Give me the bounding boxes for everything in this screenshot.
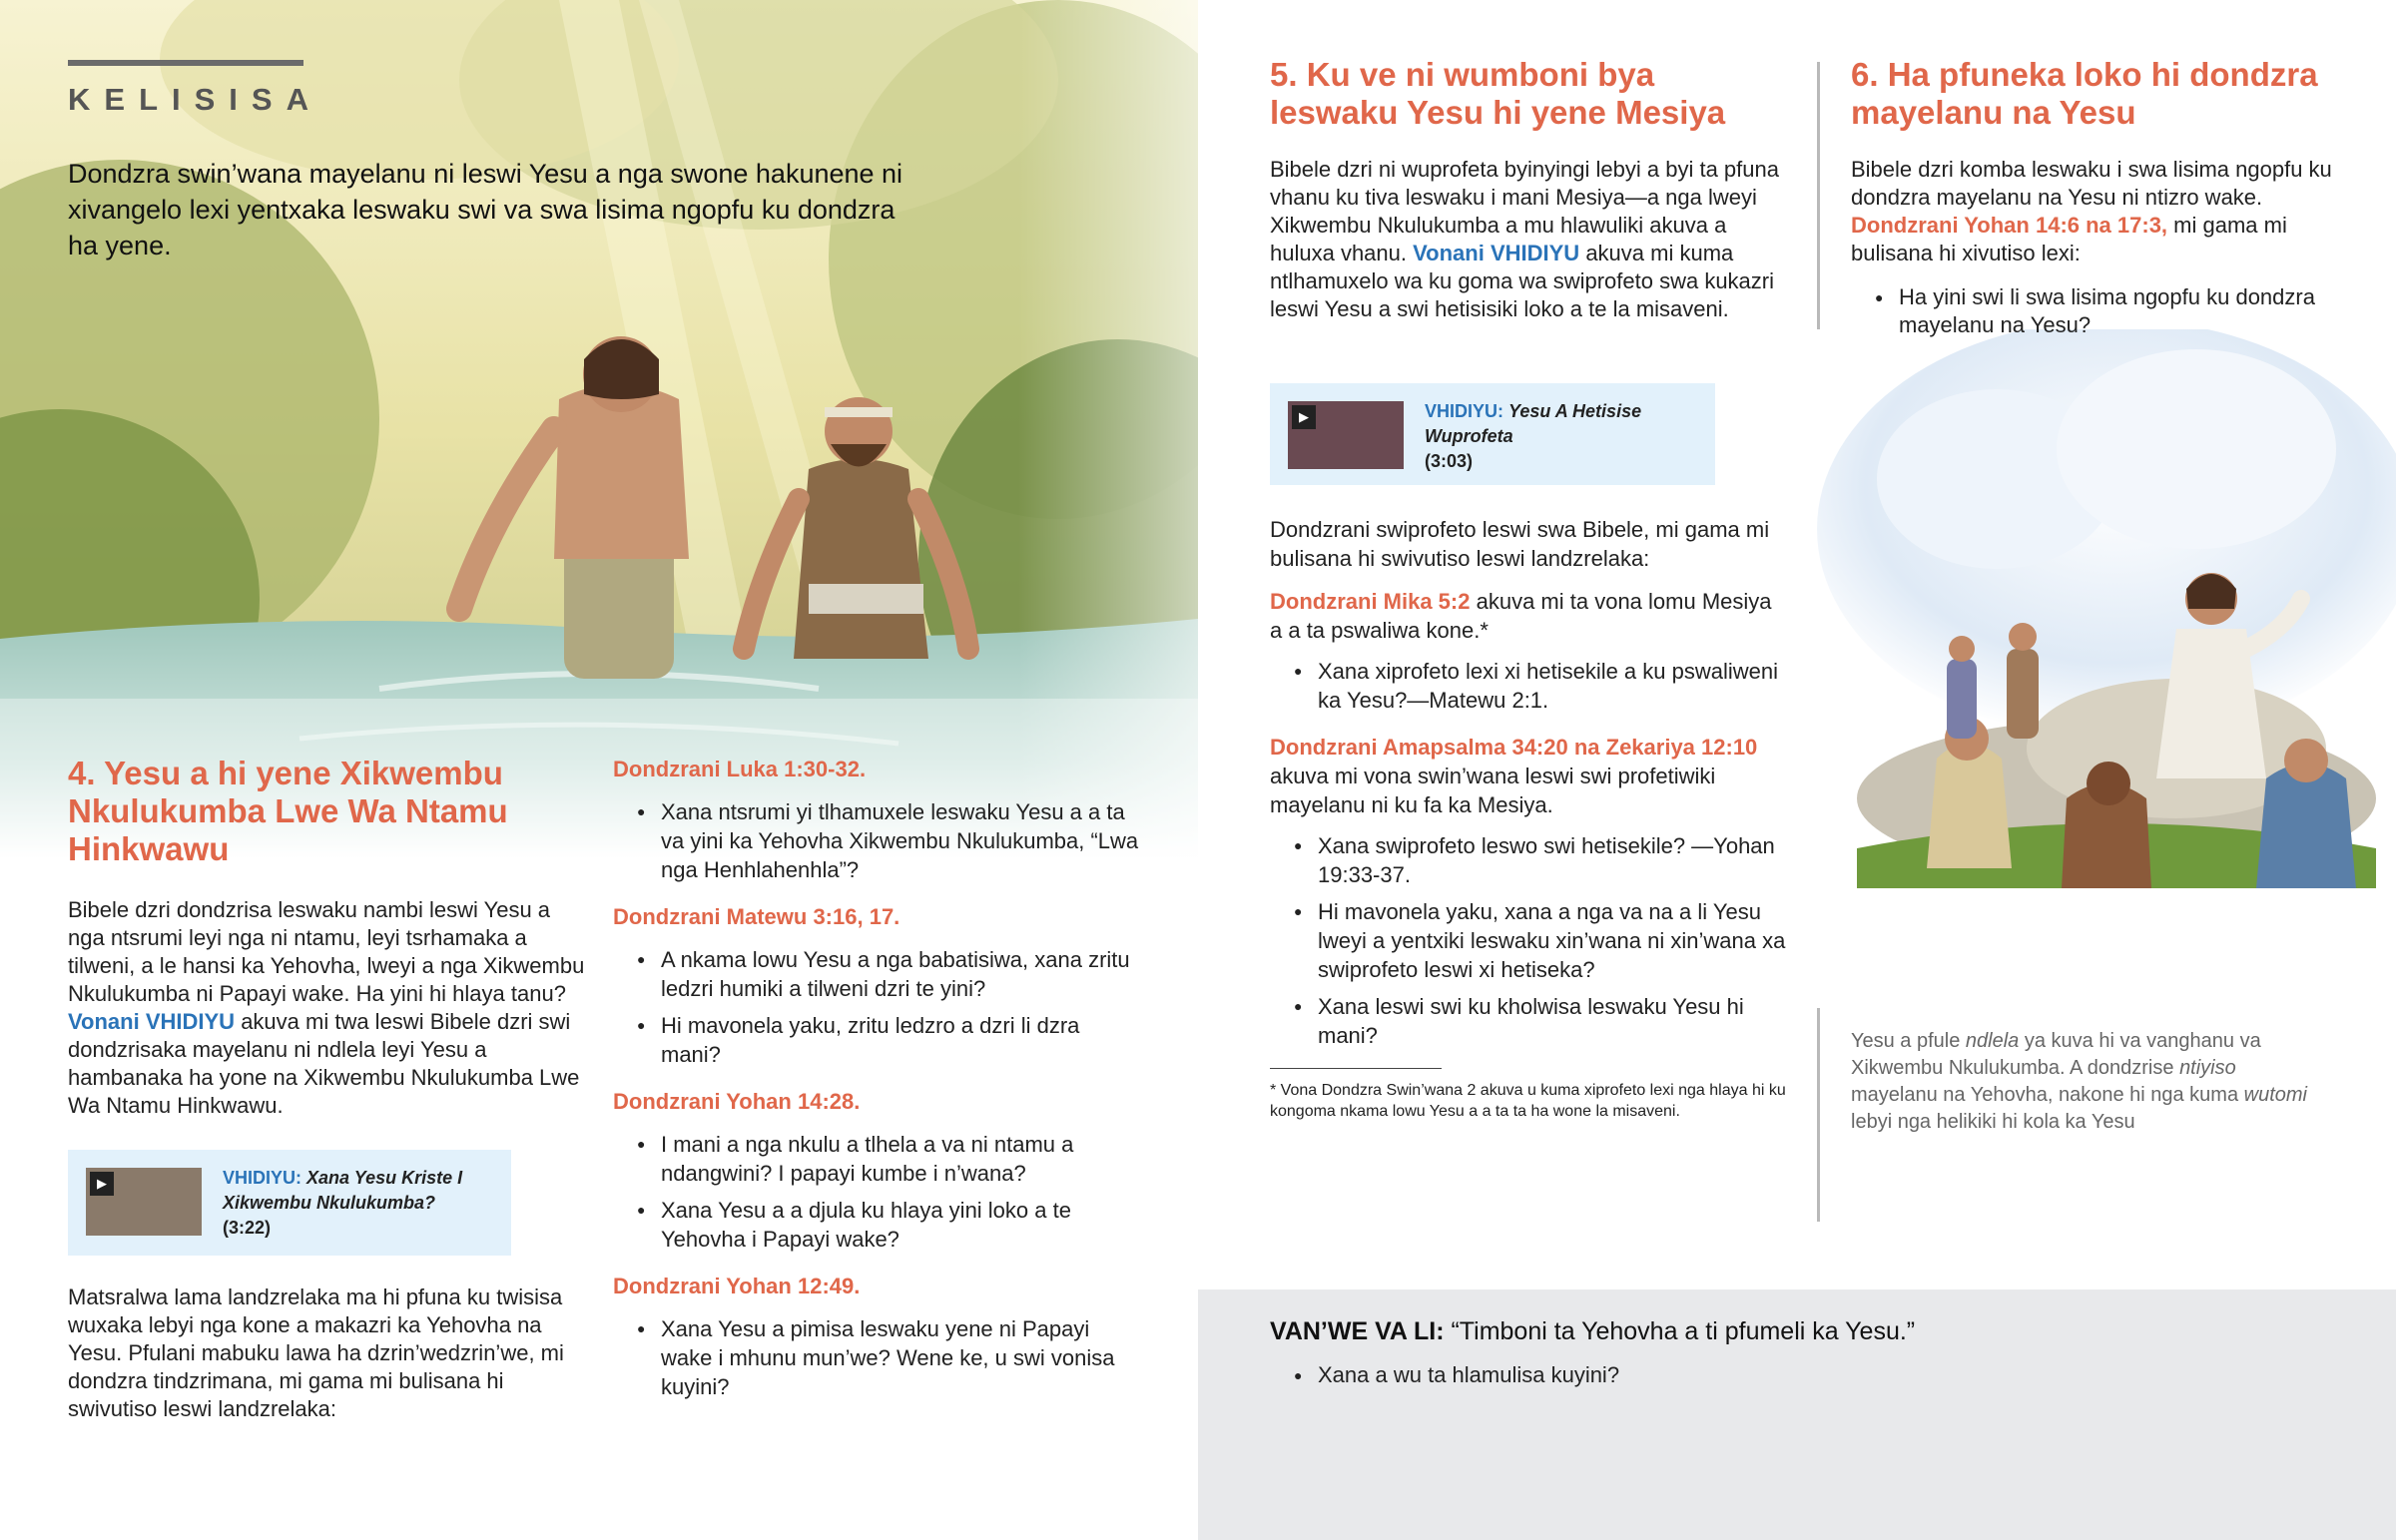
illustration-caption bbox=[1851, 1028, 2320, 1136]
teaching-illustration bbox=[1817, 329, 2396, 1008]
section-label-bar bbox=[68, 60, 303, 66]
question-item: ● Xana a wu ta hlamulisa kuyini? bbox=[1270, 1361, 2069, 1389]
video-card-jesus-god[interactable] bbox=[68, 1150, 511, 1256]
review-questions bbox=[1270, 1361, 2069, 1407]
question-list bbox=[613, 1314, 1142, 1401]
video-label: VHIDIYU: bbox=[1425, 401, 1504, 421]
footnote: * Vona Dondzra Swin’wana 2 akuva u kuma xiprofeto lexi nga hlaya hi ku kongoma nkama lowu Yesu a a ta ta ha wone la misaveni. bbox=[1270, 1082, 1786, 1120]
video-info bbox=[1425, 399, 1715, 474]
section-4-body bbox=[68, 896, 587, 1120]
scripture-reference: Dondzrani Mika 5:2 bbox=[1270, 589, 1471, 614]
prophecy-column bbox=[1270, 515, 1789, 1068]
scripture-reference: Dondzrani Yohan 12:49. bbox=[613, 1274, 861, 1298]
question-list bbox=[1270, 1361, 2069, 1389]
caption-text: mayelanu na Yehovha, nakone hi nga kuma bbox=[1851, 1084, 2239, 1106]
video-thumbnail[interactable] bbox=[86, 1168, 202, 1236]
video-title: Yesu A Hetisise Wuprofeta bbox=[1425, 401, 1642, 446]
scripture-instruction: akuva mi vona swin’wana leswi swi profetiwiki mayelanu ni ku fa ka Mesiya. bbox=[1270, 764, 1716, 817]
question-item: ● Hi mavonela yaku, xana a nga va na a li Yesu lweyi a yentxiki leswaku xin’wana ni xin’wana xa swiprofeto leswi xi hetiseka? bbox=[1270, 897, 1789, 984]
caption-text: Yesu a pfule bbox=[1851, 1030, 1961, 1052]
caption-emphasis: wutomi bbox=[2243, 1084, 2307, 1106]
section-5-body-text-2: akuva mi kuma ntlhamuxelo wa ku goma wa swiprofeto swa kukazri leswi Yesu a swi hetisisiki loko a te la misaveni. bbox=[1270, 241, 1775, 321]
prophecy-intro: Dondzrani swiprofeto leswi swa Bibele, mi gama mi bulisana hi swivutiso leswi landzrelaka: bbox=[1270, 517, 1770, 571]
watch-video-link[interactable]: Vonani VHIDIYU bbox=[1413, 241, 1580, 265]
scripture-reference: Dondzrani Luka 1:30-32. bbox=[613, 757, 867, 781]
section-5-title: 5. Ku ve ni wumboni bya leswaku Yesu hi yene Mesiya bbox=[1270, 56, 1726, 131]
scripture-reference: Dondzrani Matewu 3:16, 17. bbox=[613, 904, 900, 929]
caption-emphasis: ntiyiso bbox=[2179, 1057, 2236, 1079]
section-6-body bbox=[1851, 156, 2350, 267]
scripture-column bbox=[613, 755, 1142, 1419]
question-list bbox=[613, 797, 1142, 884]
section-5-body-text: Bibele dzri ni wuprofeta byinyingi lebyi a byi ta pfuna vhanu ku tiva leswaku i mani Mesiya—a nga lweyi Xikwembu Nkulukumba a mu hlawuliki akuva a huluxa vhanu. bbox=[1270, 157, 1779, 265]
video-label: VHIDIYU: bbox=[223, 1168, 302, 1188]
prophecy-ref-block bbox=[1270, 587, 1789, 645]
question-item: ● Xana leswi swi ku kholwisa leswaku Yesu hi mani? bbox=[1270, 992, 1789, 1050]
question-list bbox=[613, 945, 1142, 1069]
question-item: ● Xana ntsrumi yi tlhamuxele leswaku Yesu a a ta va yini ka Yehovha Xikwembu Nkulukumba, “Lwa nga Henhlahenhla”? bbox=[613, 797, 1142, 884]
video-thumbnail[interactable] bbox=[1288, 401, 1404, 469]
video-duration: (3:03) bbox=[1425, 451, 1474, 471]
review-label: VAN’WE VA LI: bbox=[1270, 1317, 1445, 1345]
video-title: Xana Yesu Kriste I Xikwembu Nkulukumba? bbox=[223, 1168, 463, 1213]
caption-emphasis: ndlela bbox=[1965, 1030, 2020, 1052]
play-icon[interactable]: ▶ bbox=[1292, 405, 1316, 429]
scripture-reference: Dondzrani Yohan 14:6 na 17:3, bbox=[1851, 213, 2168, 238]
review-heading bbox=[1270, 1317, 1915, 1346]
footnote-rule bbox=[1270, 1068, 1442, 1069]
section-4-title: 4. Yesu a hi yene Xikwembu Nkulukumba Lwe Wa Ntamu Hinkwawu bbox=[68, 755, 508, 867]
question-item: ● Xana Yesu a a djula ku hlaya yini loko a te Yehovha i Papayi wake? bbox=[613, 1196, 1142, 1254]
caption-text: ya kuva hi va vanghanu va Xikwembu Nkulukumba. A dondzrise bbox=[1851, 1030, 2261, 1079]
section-4-body-text: Bibele dzri dondzrisa leswaku nambi leswi Yesu a nga ntsrumi leyi nga ni ntamu, leyi tsrhamaka a tilweni, a le hansi ka Yehovha, lweyi a nga Xikwembu Nkulukumba ni Papayi wake. Ha yini hi hlaya tanu? bbox=[68, 897, 585, 1006]
section-5-body bbox=[1270, 156, 1789, 323]
video-card-prophecy[interactable] bbox=[1270, 383, 1715, 485]
section-4-body-text-2: akuva mi twa leswi Bibele dzri swi dondzrisaka mayelanu ni ndlela leyi Yesu a hambanaka ha yone na Xikwembu Nkulukumba Lwe Wa Ntamu Hinkwawu. bbox=[68, 1009, 580, 1118]
question-list bbox=[1851, 283, 2350, 339]
question-item: ● Hi mavonela yaku, zritu ledzro a dzri li dzra mani? bbox=[613, 1011, 1142, 1069]
section-6-title: 6. Ha pfuneka loko hi dondzra mayelanu na Yesu bbox=[1851, 56, 2318, 131]
section-6-body-text: Bibele dzri komba leswaku i swa lisima ngopfu ku dondzra mayelanu na Yesu ni ntizro wake. bbox=[1851, 157, 2332, 210]
question-list bbox=[613, 1130, 1142, 1254]
question-item: ● A nkama lowu Yesu a nga babatisiwa, xana zritu ledzri humiki a tilweni dzri te yini? bbox=[613, 945, 1142, 1003]
section-6-questions bbox=[1851, 283, 2350, 357]
play-icon[interactable]: ▶ bbox=[90, 1172, 114, 1196]
scripture-instruction: akuva mi ta vona lomu Mesiya a a ta pswaliwa kone.* bbox=[1270, 589, 1772, 643]
question-item: ● I mani a nga nkulu a tlhela a va ni ntamu a ndangwini? I papayi kumbe i n’wana? bbox=[613, 1130, 1142, 1188]
question-item: ● Ha yini swi li swa lisima ngopfu ku dondzra mayelanu na Yesu? bbox=[1851, 283, 2350, 339]
question-list bbox=[1270, 657, 1789, 715]
review-quote: “Timboni ta Yehovha a ti pfumeli ka Yesu.” bbox=[1451, 1317, 1916, 1345]
scripture-instruction: mi gama mi bulisana hi xivutiso lexi: bbox=[1851, 213, 2287, 265]
video-duration: (3:22) bbox=[223, 1218, 272, 1238]
watch-video-link[interactable]: Vonani VHIDIYU bbox=[68, 1009, 236, 1034]
intro-text: Dondzra swin’wana mayelanu ni leswi Yesu a nga swone hakunene ni xivangelo lexi yentxaka leswaku swi va swa lisima ngopfu ku dondzra ha yene. bbox=[68, 159, 903, 260]
baptism-illustration bbox=[0, 0, 1198, 858]
question-item: ● Xana Yesu a pimisa leswaku yene ni Papayi wake i mhunu mun’we? Wene ke, u swi vonisa kuyini? bbox=[613, 1314, 1142, 1401]
video-info bbox=[223, 1166, 511, 1241]
question-item: ● Xana xiprofeto lexi xi hetisekile a ku pswaliweni ka Yesu?—Matewu 2:1. bbox=[1270, 657, 1789, 715]
prophecy-ref-block bbox=[1270, 733, 1789, 819]
question-item: ● Xana swiprofeto leswo swi hetisekile? —Yohan 19:33-37. bbox=[1270, 831, 1789, 889]
scripture-reference: Dondzrani Amapsalma 34:20 na Zekariya 12:10 bbox=[1270, 735, 1758, 760]
scripture-reference: Dondzrani Yohan 14:28. bbox=[613, 1089, 861, 1114]
section-label: KELISISA bbox=[68, 82, 322, 117]
caption-text: lebyi nga helikiki hi kola ka Yesu bbox=[1851, 1111, 2135, 1133]
section-4-instructions: Matsralwa lama landzrelaka ma hi pfuna ku twisisa wuxaka lebyi nga kone a makazri ka Yehovha na Yesu. Pfulani mabuku lawa ha dzrin’wedzrin’we, mi dondzra tindzrimana, mi gama mi bulisana hi swivutiso leswi landzrelaka: bbox=[68, 1284, 564, 1421]
question-list bbox=[1270, 831, 1789, 1050]
